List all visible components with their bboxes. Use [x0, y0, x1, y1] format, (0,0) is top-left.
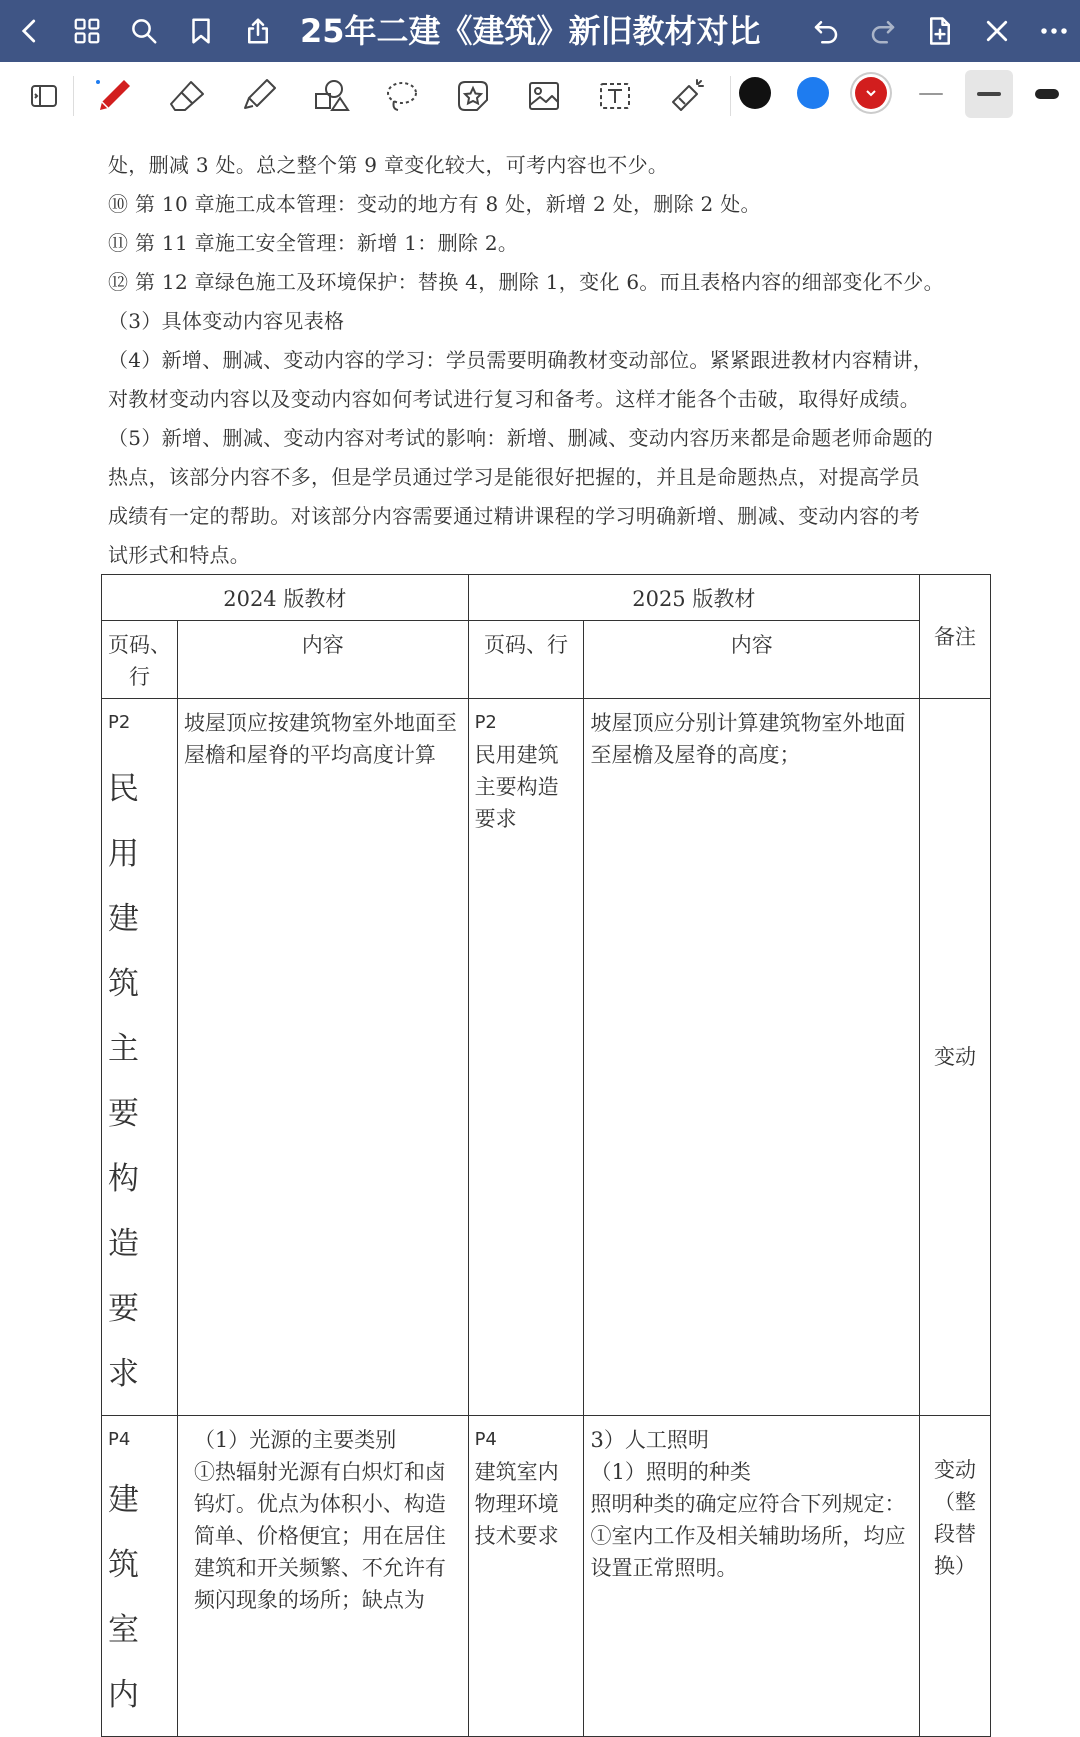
text-line: 热点，该部分内容不多，但是学员通过学习是能很好把握的，并且是命题热点，对提高学员	[108, 465, 920, 489]
color-red-selected[interactable]	[855, 77, 887, 109]
document-page[interactable]	[0, 130, 1080, 1713]
content-line: （1）光源的主要类别	[193, 1428, 397, 1452]
section-title-part: 建筑	[108, 1482, 141, 1583]
page-number: P4	[474, 1429, 497, 1450]
color-black[interactable]	[739, 77, 771, 109]
section-title-part: 室内	[108, 1612, 141, 1713]
title-bar	[0, 0, 1080, 62]
subheader-page-2024	[102, 621, 178, 699]
undo-icon[interactable]	[808, 13, 844, 49]
highlighter-icon[interactable]	[235, 72, 283, 120]
sticker-icon[interactable]	[449, 72, 497, 120]
content-cell-2024	[177, 1416, 468, 1737]
text-line: ⑩ 第 10 章施工成本管理：变动的地方有 8 处，新增 2 处，删除 2 处。	[108, 192, 761, 216]
section-title-part: 建筑	[108, 901, 141, 1002]
content-cell-2024: 坡屋顶应按建筑物室外地面至屋檐和屋脊的平均高度计算	[177, 699, 468, 1416]
remark-cell: 变动	[920, 699, 991, 1416]
subheader-content-2024: 内容	[177, 621, 468, 699]
content-cell-2025	[584, 1416, 920, 1737]
section-title-part: 构造	[108, 1161, 141, 1262]
back-icon[interactable]	[12, 13, 48, 49]
page-cell-2025	[468, 699, 584, 1416]
layout-icon[interactable]	[20, 72, 68, 120]
content-cell-2025: 坡屋顶应分别计算建筑物室外地面至屋檐及屋脊的高度；	[584, 699, 920, 1416]
section-title-part: 主要	[108, 1031, 141, 1132]
content-line: （1）照明的种类	[590, 1460, 751, 1484]
content-line: ①室内工作及相关辅助场所，均应设置正常照明。	[590, 1524, 906, 1580]
medium-stroke-button[interactable]	[965, 70, 1013, 118]
text-line: 成绩有一定的帮助。对该部分内容需要通过精讲课程的学习明确新增、删减、变动内容的考	[108, 504, 920, 528]
laser-pointer-icon[interactable]	[663, 72, 711, 120]
comparison-table	[101, 574, 991, 1737]
shapes-icon[interactable]	[306, 72, 354, 120]
grid-icon[interactable]	[69, 13, 105, 49]
subheader-text: 页码、	[107, 633, 171, 657]
page-cell-2025	[468, 1416, 584, 1737]
header-remark: 备注	[920, 575, 991, 699]
pen-icon[interactable]	[90, 72, 138, 120]
header-2025: 2025 版教材	[468, 575, 919, 621]
document-paragraphs	[108, 146, 988, 575]
redo-icon[interactable]	[865, 13, 901, 49]
document-title: 25年二建《建筑》新旧教材对比	[300, 12, 761, 50]
text-line: ⑪ 第 11 章施工安全管理：新增 1：删除 2。	[108, 231, 519, 255]
content-line: 3）人工照明	[590, 1428, 709, 1452]
page-cell-2024	[102, 699, 178, 1416]
subheader-page-2025: 页码、行	[468, 621, 584, 699]
text-line: 对教材变动内容以及变动内容如何考试进行复习和备考。这样才能各个击破，取得好成绩。	[108, 387, 920, 411]
text-line: （3）具体变动内容见表格	[108, 309, 345, 333]
search-icon[interactable]	[126, 13, 162, 49]
toolbar-divider	[73, 76, 74, 116]
image-icon[interactable]	[520, 72, 568, 120]
subheader-content-2025: 内容	[584, 621, 920, 699]
add-page-icon[interactable]	[922, 13, 958, 49]
eraser-icon[interactable]	[163, 72, 211, 120]
close-icon[interactable]	[979, 13, 1015, 49]
page-number: P4	[108, 1429, 131, 1450]
remark-cell: 变动（整段替换）	[920, 1416, 991, 1737]
chevron-down-icon	[855, 77, 887, 109]
color-blue[interactable]	[797, 77, 829, 109]
lasso-icon[interactable]	[378, 72, 426, 120]
page-number: P2	[474, 712, 497, 733]
table-row	[102, 699, 991, 1416]
content-line: ①热辐射光源有白炽灯和卤钨灯。优点为体积小、构造简单、价格便宜；用在居住建筑和开关频繁、不允许有频闪现象的场所；缺点为	[193, 1460, 446, 1612]
subheader-text: 行	[128, 665, 150, 689]
more-icon[interactable]	[1036, 13, 1072, 49]
section-title-part: 要求	[108, 1291, 141, 1392]
section-title: 建筑室内物理环境技术要求	[474, 1460, 559, 1548]
thick-stroke-button[interactable]	[1023, 70, 1071, 118]
content-line: 照明种类的确定应符合下列规定：	[590, 1492, 906, 1516]
section-title-part: 民用	[108, 771, 141, 872]
text-line: 处，删减 3 处。总之整个第 9 章变化较大，可考内容也不少。	[108, 153, 669, 177]
text-line: 试形式和特点。	[108, 543, 251, 567]
table-row	[102, 1416, 991, 1737]
toolbar-divider	[730, 76, 731, 116]
section-title: 民用建筑主要构造要求	[474, 743, 559, 831]
header-2024: 2024 版教材	[102, 575, 469, 621]
page-number: P2	[108, 712, 131, 733]
page-cell-2024	[102, 1416, 178, 1737]
share-icon[interactable]	[240, 13, 276, 49]
thin-stroke-button[interactable]	[907, 70, 955, 118]
text-line: ⑫ 第 12 章绿色施工及环境保护：替换 4，删除 1，变化 6。而且表格内容的细部变化不少。	[108, 270, 944, 294]
text-icon[interactable]	[591, 72, 639, 120]
text-line: （4）新增、删减、变动内容的学习：学员需要明确教材变动部位。紧紧跟进教材内容精讲，	[108, 348, 934, 372]
bookmark-icon[interactable]	[183, 13, 219, 49]
text-line: （5）新增、删减、变动内容对考试的影响：新增、删减、变动内容历来都是命题老师命题的	[108, 426, 934, 450]
